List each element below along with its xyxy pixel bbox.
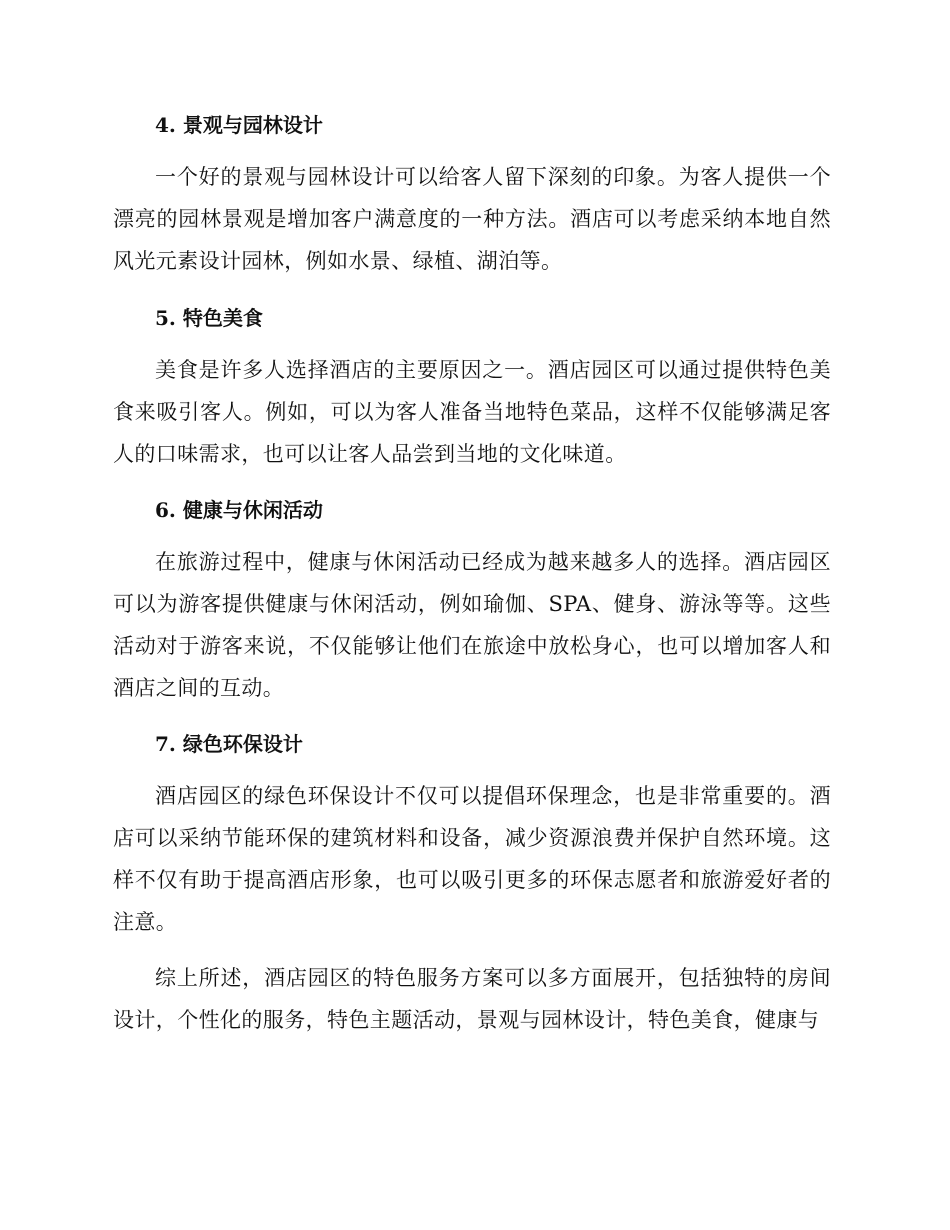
section-heading-landscape: 4. 景观与园林设计 [155,113,323,137]
section-body-green-design: 酒店园区的绿色环保设计不仅可以提倡环保理念，也是非常重要的。酒店可以采纳节能环保的建筑材料和设备，减少资源浪费并保护自然环境。这样不仅有助于提高酒店形象，也可以吸引更多的环保志愿者和旅游爱好者的注意。 [113,784,831,934]
section-body-cuisine: 美食是许多人选择酒店的主要原因之一。酒店园区可以通过提供特色美食来吸引客人。例如，可以为客人准备当地特色菜品，这样不仅能够满足客人的口味需求，也可以让客人品尝到当地的文化味道。 [113,358,831,466]
section-body-wellness: 在旅游过程中，健康与休闲活动已经成为越来越多人的选择。酒店园区可以为游客提供健康与休闲活动，例如瑜伽、SPA、健身、游泳等等。这些活动对于游客来说，不仅能够让他们在旅途中放松身心，也可以增加客人和酒店之间的互动。 [113,550,831,700]
summary-paragraph: 综上所述，酒店园区的特色服务方案可以多方面展开，包括独特的房间设计，个性化的服务，特色主题活动，景观与园林设计，特色美食，健康与 [113,966,831,1032]
section-heading-wellness: 6. 健康与休闲活动 [155,498,323,522]
section-body-landscape: 一个好的景观与园林设计可以给客人留下深刻的印象。为客人提供一个漂亮的园林景观是增加客户满意度的一种方法。酒店可以考虑采纳本地自然风光元素设计园林，例如水景、绿植、湖泊等。 [113,165,831,273]
section-heading-green-design: 7. 绿色环保设计 [155,732,303,756]
section-heading-cuisine: 5. 特色美食 [155,306,263,330]
document-page [113,104,831,1041]
